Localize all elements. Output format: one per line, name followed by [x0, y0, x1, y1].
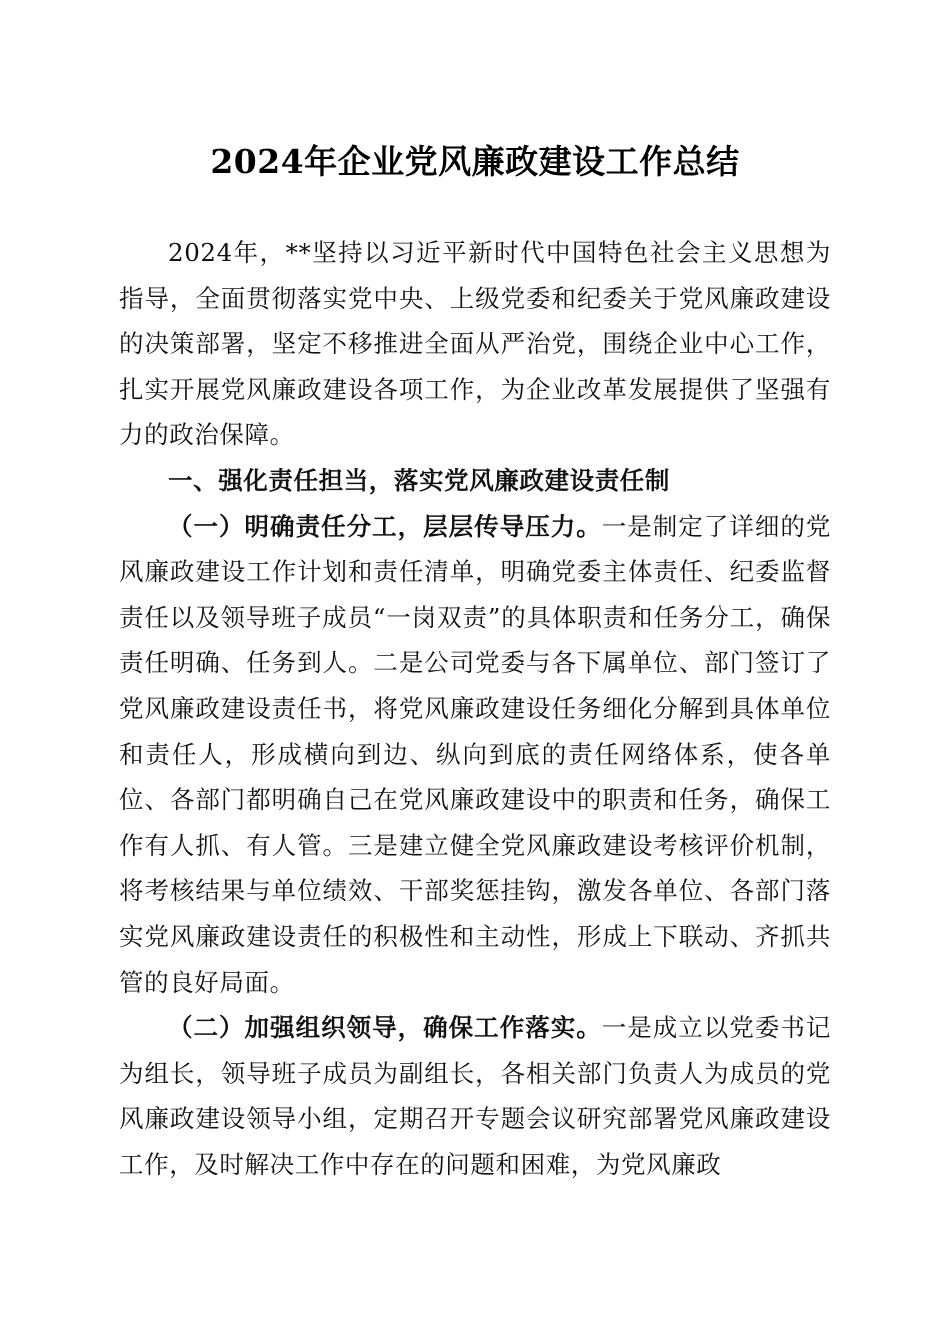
subsection-2-lead: （二）加强组织领导，确保工作落实。 — [168, 1013, 602, 1043]
subsection-1-paragraph — [119, 504, 831, 1006]
intro-paragraph: 2024年，**坚持以习近平新时代中国特色社会主义思想为指导，全面贯彻落实党中央、上级党委和纪委关于党风廉政建设的决策部署，坚定不移推进全面从严治党，围绕企业中心工作，扎实开展党风廉政建设各项工作，为企业改革发展提供了坚强有力的政治保障。 — [119, 238, 831, 450]
subsection-1-text: 一是制定了详细的党风廉政建设工作计划和责任清单，明确党委主体责任、纪委监督责任以及领导班子成员“一岗双责”的具体职责和任务分工，确保责任明确、任务到人。二是公司党委与各下属单位、部门签订了党风廉政建设责任书，将党风廉政建设任务细化分解到具体单位和责任人，形成横向到边、纵向到底的责任网络体系，使各单位、各部门都明确自己在党风廉政建设中的职责和任务，确保工作有人抓、有人管。三是建立健全党风廉政建设考核评价机制，将考核结果与单位绩效、干部奖惩挂钩，激发各单位、各部门落实党风廉政建设责任的积极性和主动性，形成上下联动、齐抓共管的良好局面。 — [119, 511, 831, 997]
subsection-1-lead: （一）明确责任分工，层层传导压力。 — [168, 511, 602, 541]
subsection-2-paragraph — [119, 1005, 831, 1187]
document-body — [119, 230, 831, 1187]
subsection-2-text: 一是成立以党委书记为组长，领导班子成员为副组长，各相关部门负责人为成员的党风廉政建设领导小组，定期召开专题会议研究部署党风廉政建设工作，及时解决工作中存在的问题和困难，为党风廉政 — [119, 1013, 831, 1179]
document-title: 2024年企业党风廉政建设工作总结 — [210, 142, 740, 181]
section-heading: 一、强化责任担当，落实党风廉政建设责任制 — [168, 465, 670, 495]
